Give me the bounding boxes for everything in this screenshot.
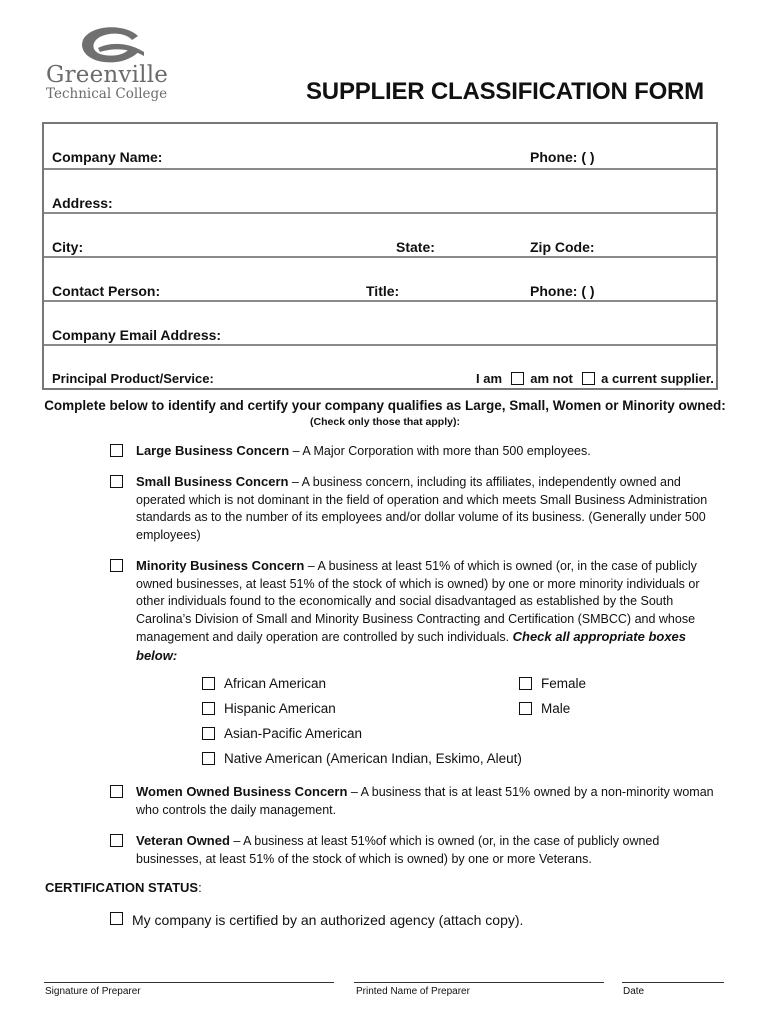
contact-person-field[interactable]: Contact Person:: [52, 283, 161, 299]
instructions-note: (Check only those that apply):: [310, 416, 460, 428]
ethnicity-label: Hispanic American: [224, 701, 336, 716]
current-supplier-label: a current supplier.: [601, 371, 714, 386]
signature-line[interactable]: [44, 982, 334, 983]
asian-pacific-american-checkbox[interactable]: [202, 727, 215, 740]
veteran-owned-desc: – A business at least 51%of which is owned (or, in the case of publicly owned businesses, at least 51% of the stock of which is owned) by one or more Veterans.: [136, 834, 660, 866]
large-business-name: Large Business Concern: [136, 443, 290, 458]
am-not-checkbox[interactable]: [582, 372, 595, 385]
certification-status-colon: :: [198, 880, 202, 895]
ethnicity-label: African American: [224, 676, 327, 691]
form-title: SUPPLIER CLASSIFICATION FORM: [306, 78, 704, 105]
contact-phone-field[interactable]: Phone: ( ): [530, 283, 595, 299]
small-business-checkbox[interactable]: [110, 475, 123, 488]
gender-option-female: [519, 676, 586, 691]
am-not-label: am not: [530, 371, 573, 386]
african-american-checkbox[interactable]: [202, 677, 215, 690]
minority-business-option: [110, 557, 722, 666]
women-owned-checkbox[interactable]: [110, 785, 123, 798]
address-field[interactable]: Address:: [52, 195, 113, 211]
ethnicity-option-native-american: [202, 751, 522, 766]
i-am-checkbox[interactable]: [511, 372, 524, 385]
date-label: Date: [623, 986, 645, 997]
veteran-owned-checkbox[interactable]: [110, 834, 123, 847]
date-line[interactable]: [622, 982, 724, 983]
women-owned-desc: – A business that is at least 51% owned by a non-minority woman who controls the daily management.: [136, 785, 714, 817]
women-owned-option: [110, 783, 722, 819]
logo-subtitle: Technical College: [46, 86, 168, 102]
ethnicity-option-asian-pacific-american: [202, 726, 362, 741]
row-product: [44, 344, 716, 390]
certification-status-heading: [45, 880, 202, 895]
signature-label: Signature of Preparer: [45, 986, 141, 997]
row-company: [44, 124, 716, 168]
logo-swoosh-icon: [76, 26, 148, 66]
women-owned-name: Women Owned Business Concern: [136, 784, 348, 799]
printed-name-label: Printed Name of Preparer: [356, 986, 470, 997]
row-email: [44, 300, 716, 344]
female-checkbox[interactable]: [519, 677, 532, 690]
ethnicity-option-hispanic-american: [202, 701, 336, 716]
principal-product-field[interactable]: Principal Product/Service:: [52, 371, 214, 386]
ethnicity-label: Native American (American Indian, Eskimo, Aleut): [224, 751, 522, 766]
minority-business-checkbox[interactable]: [110, 559, 123, 572]
phone-field[interactable]: Phone: ( ): [530, 149, 595, 165]
native-american-checkbox[interactable]: [202, 752, 215, 765]
large-business-option: [110, 442, 722, 461]
gender-label: Female: [541, 676, 587, 691]
company-email-field[interactable]: Company Email Address:: [52, 327, 222, 343]
minority-business-note: Check all appropriate boxes below:: [136, 629, 687, 663]
city-field[interactable]: City:: [52, 239, 84, 255]
small-business-option: [110, 473, 722, 544]
large-business-checkbox[interactable]: [110, 444, 123, 457]
company-name-field[interactable]: Company Name:: [52, 149, 163, 165]
veteran-owned-name: Veteran Owned: [136, 833, 230, 848]
veteran-owned-option: [110, 832, 722, 868]
supplier-info-table: [42, 122, 718, 390]
logo-name: Greenville: [46, 62, 169, 88]
male-checkbox[interactable]: [519, 702, 532, 715]
small-business-name: Small Business Concern: [136, 474, 289, 489]
zip-code-field[interactable]: Zip Code:: [530, 239, 595, 255]
state-field[interactable]: State:: [396, 239, 435, 255]
certification-status-label: CERTIFICATION STATUS: [45, 880, 199, 895]
certified-checkbox[interactable]: [110, 912, 123, 925]
ethnicity-option-african-american: [202, 676, 326, 691]
certification-option: [110, 912, 523, 928]
instructions: Complete below to identify and certify your company qualifies as Large, Small, Women or Minority owned:: [44, 398, 726, 413]
row-address: [44, 168, 716, 212]
large-business-desc: – A Major Corporation with more than 500 employees.: [289, 444, 591, 458]
college-logo: [42, 26, 192, 106]
row-city: [44, 212, 716, 256]
certification-statement: My company is certified by an authorized agency (attach copy).: [132, 912, 524, 928]
small-business-desc: – A business concern, including its affiliates, independently owned and operated which is not dominant in the field of operation and which meets Small Business Administration standards as to the number of its employees and/or dollar volume of its business. (Generally under 500 employees): [136, 475, 708, 542]
row-contact: [44, 256, 716, 300]
printed-name-line[interactable]: [354, 982, 604, 983]
hispanic-american-checkbox[interactable]: [202, 702, 215, 715]
minority-business-desc: – A business at least 51% of which is owned (or, in the case of publicly owned businesses, at least 51% of the stock of which is owned) by one or more minority individuals or other individuals found to the economically and social disadvantaged as established by the South Carolina’s Division of Small and Minority Business Contracting and Certification (SMBCC) and whose management and daily operation are controlled by such individuals.: [136, 559, 700, 645]
supplier-status: [476, 371, 714, 386]
minority-business-name: Minority Business Concern: [136, 558, 305, 573]
gender-option-male: [519, 701, 570, 716]
title-field[interactable]: Title:: [366, 283, 400, 299]
i-am-label: I am: [476, 371, 503, 386]
gender-label: Male: [541, 701, 571, 716]
ethnicity-label: Asian-Pacific American: [224, 726, 363, 741]
